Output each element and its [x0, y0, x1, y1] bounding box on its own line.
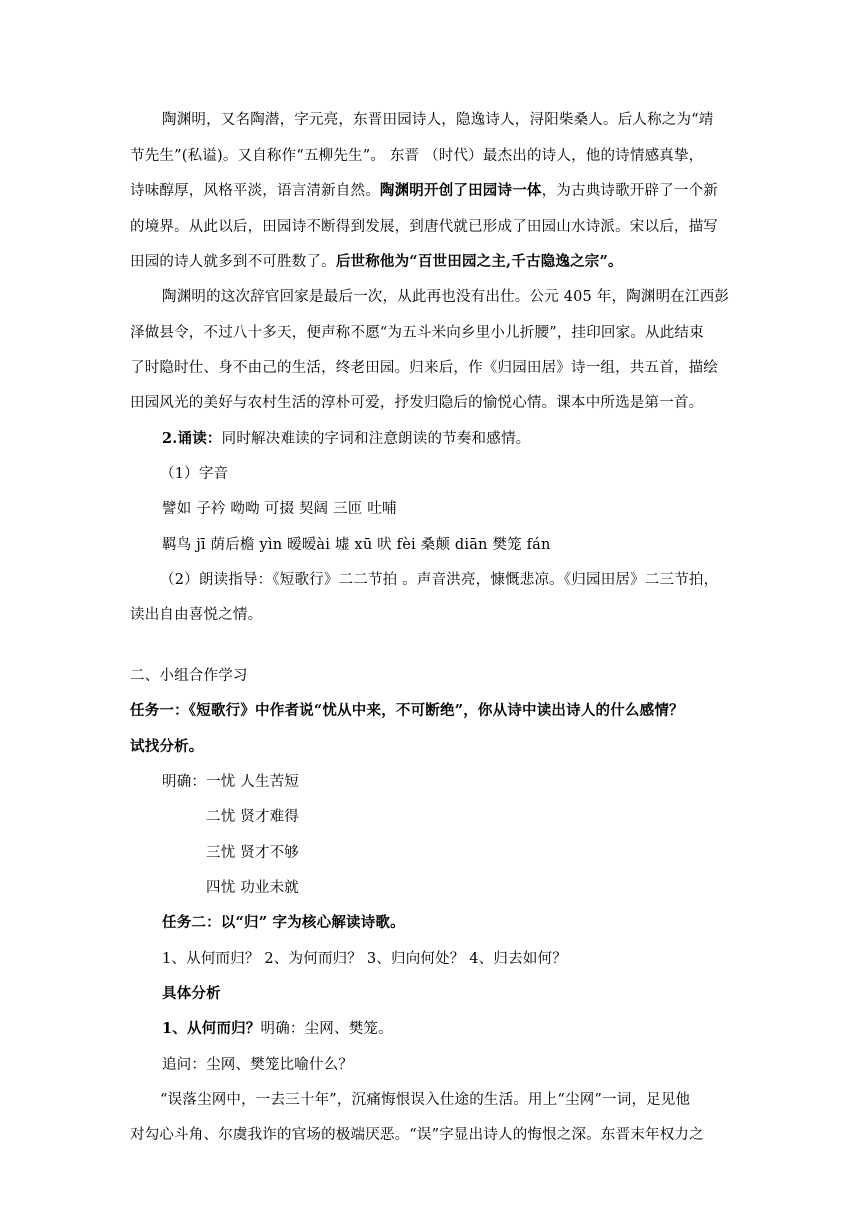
pronunciation-heading: （1）字音 [160, 466, 229, 482]
clarify-item-4: 四忧 功业未就 [206, 880, 300, 896]
para1-line-3 [130, 181, 718, 201]
recite-label: 2.诵读： [162, 430, 222, 447]
para2-line-4: 田园风光的美好与农村生活的淳朴可爱，抒发归隐后的愉悦心情。课本中所选是第一首。 [130, 395, 704, 411]
para1-bold-title: 后世称他为“百世田园之主,千古隐逸之宗”。 [335, 253, 623, 270]
para1-line-4: 的境界。从此以后，田园诗不断得到发展，到唐代就已形成了田园山水诗派。宋以后，描写 [130, 219, 718, 235]
para2-line-1: 陶渊明的这次辞官回家是最后一次，从此再也没有出仕。公元 405 年，陶渊明在江西彭 [162, 289, 730, 305]
section-2-heading: 二、小组合作学习 [130, 668, 248, 684]
clarify-item-3: 三忧 贤才不够 [206, 845, 300, 861]
para2-line-2: 泽做县令，不过八十多天，便声称不愿“为五斗米向乡里小儿折腰”，挂印回家。从此结束 [130, 325, 704, 341]
pronunciation-row-2: 羁鸟 jī 荫后檐 yìn 暧暧ài 墟 xū 吠 fèi 桑颠 diān 樊笼 fán [162, 537, 551, 553]
para1-line-5-text: 田园的诗人就多到不可胜数了。 [130, 254, 336, 270]
para2-line-3: 了时隐时仕、身不由己的生活，终老田园。归来后，作《归园田居》诗一组，共五首，描绘 [130, 360, 718, 376]
para1-line-3-text: 诗味醇厚，风格平淡，语言清新自然。 [130, 183, 380, 199]
task-1-line-2: 试找分析。 [130, 738, 204, 755]
para1-line-3-tail: ，为古典诗歌开辟了一个新 [541, 183, 719, 199]
task-1-line-1: 任务一：《短歌行》中作者说“忧从中来，不可断绝”，你从诗中读出诗人的什么感情？ [130, 702, 684, 719]
reading-guide-line-1: （2）朗读指导：《短歌行》二二节拍 。声音洪亮，慷慨悲凉。《归园田居》二三节拍， [160, 572, 719, 588]
recite-text: 同时解决难读的字词和注意朗读的节奏和感情。 [221, 431, 531, 447]
pronunciation-row-1: 譬如 子衿 呦呦 可掇 契阔 三匝 吐哺 [162, 501, 397, 517]
task-2-questions: 1、从何而归？ 2、为何而归？ 3、归向何处？ 4、归去如何？ [162, 951, 567, 967]
recite-line [162, 429, 530, 449]
para1-line-1: 陶渊明，又名陶潜，字元亮，东晋田园诗人，隐逸诗人，浔阳柴桑人。后人称之为“靖 [162, 112, 714, 128]
analysis-heading: 具体分析 [162, 985, 221, 1002]
clarify-item-1: 明确：一忧 人生苦短 [162, 774, 300, 790]
clarify-item-2: 二忧 贤才难得 [206, 809, 300, 825]
para1-bold-pioneer: 陶渊明开创了田园诗一体 [379, 182, 542, 199]
task-2-heading: 任务二：以“归” 字为核心解读诗歌。 [162, 914, 405, 931]
question-1-answer: 明确：尘网、樊笼。 [260, 1021, 393, 1037]
para1-line-5 [130, 252, 623, 272]
question-1-bold: 1、从何而归？ [162, 1020, 261, 1037]
question-1-line [162, 1019, 393, 1039]
followup-question: 追问：尘网、樊笼比喻什么？ [162, 1057, 354, 1073]
reading-guide-line-2: 读出自由喜悦之情。 [130, 607, 263, 623]
explanation-line-2: 对勾心斗角、尔虞我诈的官场的极端厌恶。“误”字显出诗人的悔恨之深。东晋末年权力之 [130, 1127, 704, 1143]
para1-line-2: 节先生”(私谥)。又自称作“五柳先生”。 东晋 （时代）最杰出的诗人，他的诗情感真挚， [130, 148, 704, 164]
explanation-line-1: “误落尘网中，一去三十年”，沉痛悔恨误入仕途的生活。用上“尘网”一词，足见他 [160, 1092, 691, 1108]
